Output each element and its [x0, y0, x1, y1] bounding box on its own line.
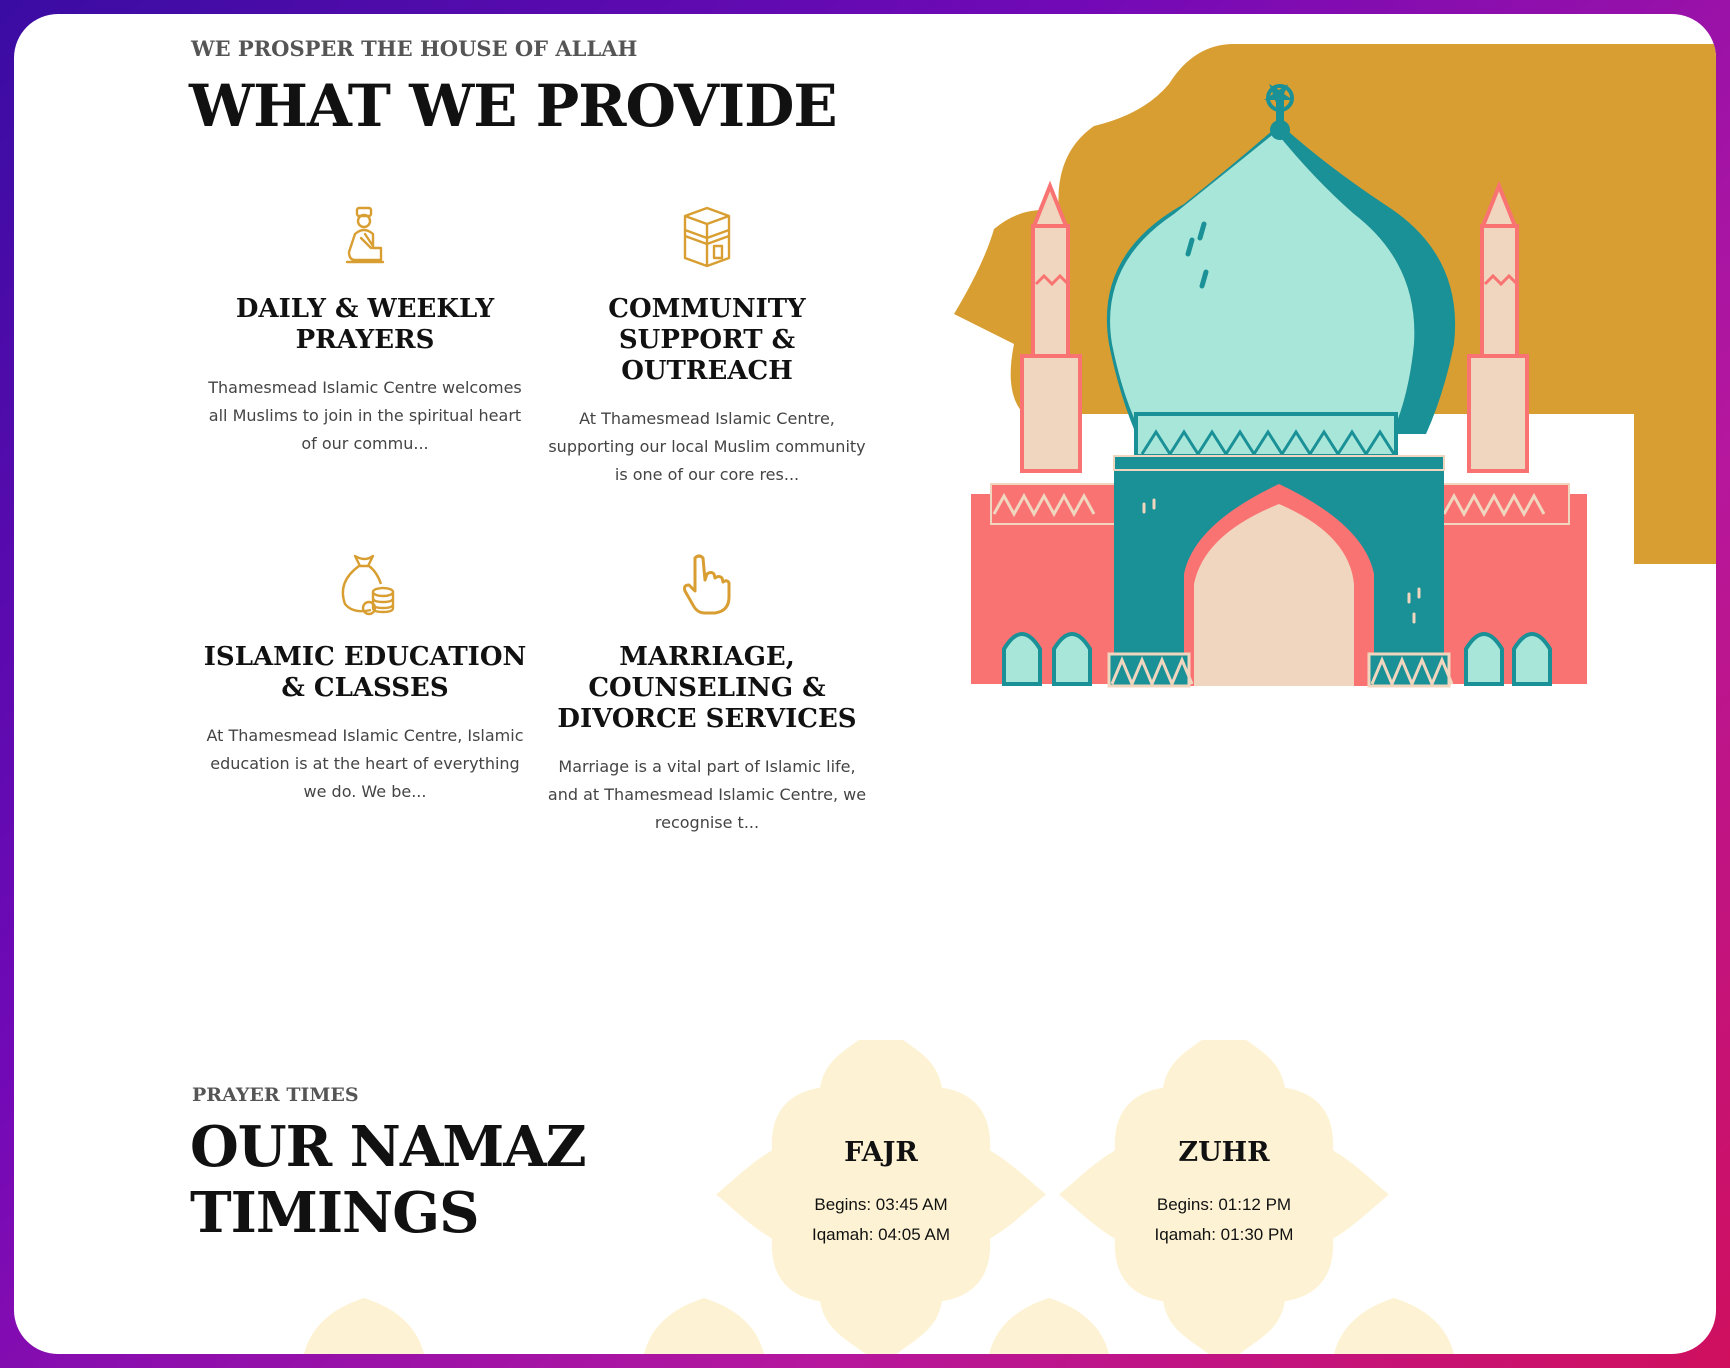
service-card-marriage[interactable]	[542, 552, 872, 837]
namaz-title-line1: OUR NAMAZ	[190, 1114, 586, 1180]
namaz-title-line2: TIMINGS	[190, 1180, 479, 1246]
service-title: MARRIAGE, COUNSELING & DIVORCE SERVICES	[557, 642, 857, 734]
page-card	[14, 14, 1716, 1354]
prayer-name: FAJR	[844, 1137, 918, 1168]
kaaba-icon	[677, 204, 737, 270]
service-title: DAILY & WEEKLY PRAYERS	[235, 294, 495, 355]
prayer-begins: Begins: 03:45 AM	[814, 1195, 948, 1214]
prayer-iqamah: Iqamah: 01:30 PM	[1154, 1225, 1294, 1244]
service-title: COMMUNITY SUPPORT & OUTREACH	[608, 294, 806, 386]
mosque-illustration	[934, 40, 1716, 700]
prayer-begins: Begins: 01:12 PM	[1156, 1195, 1292, 1214]
service-excerpt: Thamesmead Islamic Centre welcomes all Muslims to join in the spiritual heart of our commu...	[208, 378, 522, 453]
service-title: ISLAMIC EDUCATION & CLASSES	[203, 642, 527, 703]
service-card-prayers[interactable]	[200, 204, 530, 458]
namaz-eyebrow: PRAYER TIMES	[192, 1084, 359, 1106]
prayer-iqamah: Iqamah: 04:05 AM	[812, 1225, 950, 1244]
service-excerpt: At Thamesmead Islamic Centre, Islamic education is at the heart of everything we do. We be...	[206, 726, 524, 801]
praying-person-icon	[335, 204, 395, 270]
money-bag-icon	[335, 552, 395, 618]
provide-title: WHAT WE PROVIDE	[189, 72, 837, 140]
prayer-card-zuhr	[1059, 1040, 1389, 1354]
prayer-name: ZUHR	[1178, 1137, 1270, 1168]
provide-eyebrow: WE PROSPER THE HOUSE OF ALLAH	[191, 36, 638, 61]
prayer-card-fajr	[716, 1040, 1046, 1354]
pointing-hand-icon	[677, 552, 737, 618]
service-excerpt: Marriage is a vital part of Islamic life, and at Thamesmead Islamic Centre, we recognise t...	[547, 757, 867, 832]
service-excerpt: At Thamesmead Islamic Centre, supporting our local Muslim community is one of our core res...	[548, 409, 866, 484]
service-card-community[interactable]	[542, 204, 872, 489]
service-card-education[interactable]	[200, 552, 530, 806]
